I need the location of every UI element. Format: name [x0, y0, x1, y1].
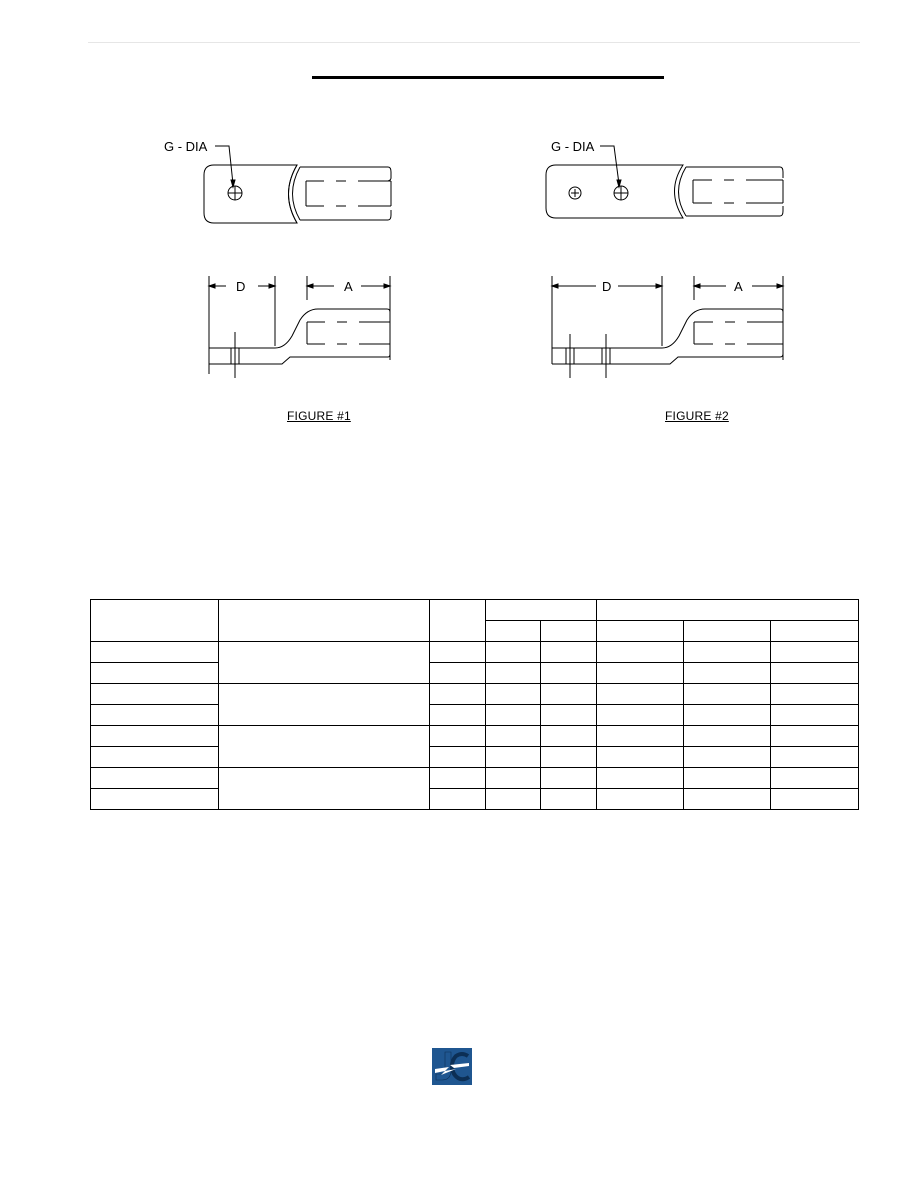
- company-logo: [432, 1048, 472, 1085]
- table-cell: [486, 789, 541, 810]
- table-cell: [541, 642, 597, 663]
- table-cell: [486, 768, 541, 789]
- table-header-group: [597, 600, 859, 621]
- table-cell: [684, 705, 771, 726]
- table-cell: [486, 726, 541, 747]
- table-cell: [91, 684, 219, 705]
- table-cell: [541, 684, 597, 705]
- table-cell: [597, 747, 684, 768]
- table-cell: [541, 705, 597, 726]
- figure2-side-view: [552, 276, 783, 378]
- table-row: [91, 705, 859, 726]
- table-cell: [541, 789, 597, 810]
- table-cell: [541, 768, 597, 789]
- table-cell: [430, 663, 486, 684]
- table-row: [91, 684, 859, 705]
- figure1-hole-label: G - DIA: [164, 139, 208, 154]
- table-cell-merged: [219, 642, 430, 684]
- table-header-cell: [684, 621, 771, 642]
- table-cell: [597, 684, 684, 705]
- table-header-cell: [91, 600, 219, 642]
- table-cell: [430, 684, 486, 705]
- table-cell-merged: [219, 768, 430, 810]
- table-row: [91, 663, 859, 684]
- table-header-cell: [486, 621, 541, 642]
- figure1-dim-a: A: [344, 279, 353, 294]
- table-cell: [486, 663, 541, 684]
- table-header-cell: [771, 621, 859, 642]
- table-cell: [684, 642, 771, 663]
- table-cell: [684, 726, 771, 747]
- table-cell: [541, 663, 597, 684]
- table-cell: [684, 768, 771, 789]
- table-row: [91, 789, 859, 810]
- table-cell: [430, 642, 486, 663]
- table-cell: [597, 768, 684, 789]
- table-header-group: [486, 600, 597, 621]
- table-cell: [597, 789, 684, 810]
- table-cell: [597, 663, 684, 684]
- table-cell: [771, 663, 859, 684]
- table-cell-merged: [219, 726, 430, 768]
- table-cell: [597, 705, 684, 726]
- table-header-cell: [541, 621, 597, 642]
- table-cell: [684, 684, 771, 705]
- table-cell: [486, 642, 541, 663]
- table-cell: [541, 747, 597, 768]
- table-cell: [771, 726, 859, 747]
- table-cell: [430, 747, 486, 768]
- figure2-dim-a: A: [734, 279, 743, 294]
- table-cell-merged: [219, 684, 430, 726]
- table-header-cell: [430, 600, 486, 642]
- table-cell: [771, 642, 859, 663]
- figure1-dim-d: D: [236, 279, 246, 294]
- table-cell: [684, 789, 771, 810]
- table-row: [91, 747, 859, 768]
- table-cell: [771, 747, 859, 768]
- table-row: [91, 642, 859, 663]
- table-row: [91, 768, 859, 789]
- table-cell: [771, 705, 859, 726]
- figure2-caption: FIGURE #2: [665, 409, 729, 423]
- table-cell: [91, 747, 219, 768]
- table-cell: [91, 768, 219, 789]
- table-cell: [684, 663, 771, 684]
- table-header-row: [91, 600, 859, 621]
- table-cell: [486, 747, 541, 768]
- table-cell: [430, 768, 486, 789]
- table-row: [91, 726, 859, 747]
- table-cell: [771, 789, 859, 810]
- table-cell: [541, 726, 597, 747]
- table-cell: [91, 663, 219, 684]
- spec-table: [90, 599, 859, 810]
- table-cell: [486, 705, 541, 726]
- table-cell: [430, 726, 486, 747]
- table-cell: [597, 726, 684, 747]
- figure2-dim-d: D: [602, 279, 612, 294]
- table-cell: [91, 705, 219, 726]
- table-cell: [91, 642, 219, 663]
- technical-drawing: [0, 0, 918, 440]
- figure2-hole-label: G - DIA: [551, 139, 595, 154]
- table-cell: [597, 642, 684, 663]
- figure1-caption: FIGURE #1: [287, 409, 351, 423]
- table-cell: [430, 705, 486, 726]
- table-header-cell: [219, 600, 430, 642]
- table-cell: [771, 768, 859, 789]
- table-cell: [486, 684, 541, 705]
- table-cell: [91, 789, 219, 810]
- table-cell: [684, 747, 771, 768]
- table-cell: [771, 684, 859, 705]
- table-header-cell: [597, 621, 684, 642]
- figure2-top-view: [546, 165, 783, 218]
- table-cell: [430, 789, 486, 810]
- table-cell: [91, 726, 219, 747]
